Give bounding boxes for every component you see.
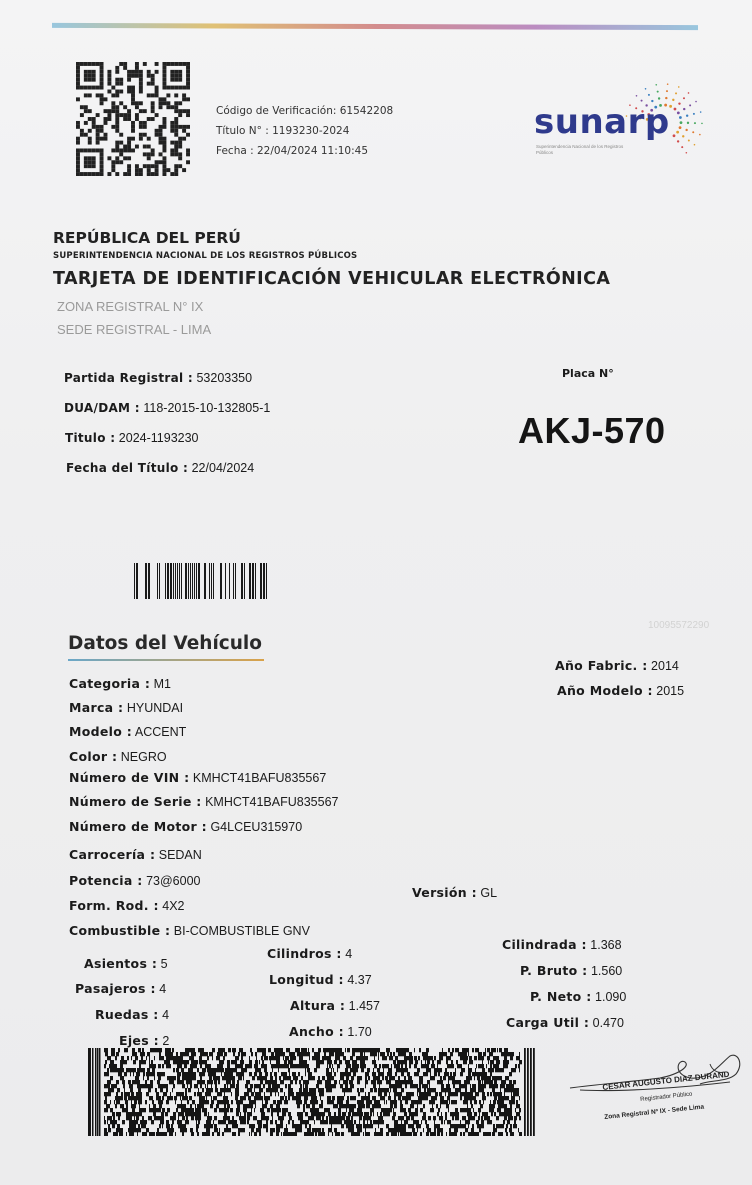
vin-value: KMHCT41BAFU835567 <box>192 771 327 785</box>
ejes-label: Ejes : <box>119 1033 159 1048</box>
vehicle-section-title: Datos del Vehículo <box>68 633 262 654</box>
logo-text: sunarp <box>534 102 670 142</box>
ancho-label: Ancho : <box>289 1024 344 1039</box>
serie-value: KMHCT41BAFU835567 <box>205 795 339 809</box>
pasajeros-label: Pasajeros : <box>75 981 156 996</box>
header-color-line <box>52 23 698 30</box>
partida-value: 53203350 <box>196 371 253 385</box>
fecha-titulo-label: Fecha del Título : <box>66 461 189 475</box>
signature-scribble <box>560 1044 750 1134</box>
pasajeros-value: 4 <box>159 982 167 996</box>
motor-value: G4LCEU315970 <box>210 820 303 834</box>
cilindrada-value: 1.368 <box>590 938 622 952</box>
ruedas-label: Ruedas : <box>95 1007 159 1022</box>
pbruto-value: 1.560 <box>590 964 623 978</box>
carroceria-row <box>69 847 202 862</box>
marca-value: HYUNDAI <box>126 701 184 715</box>
dua-row <box>64 401 270 415</box>
vin-row <box>69 770 326 785</box>
signer-name: CESAR AUGUSTO DIAZ DURAND <box>602 1069 730 1092</box>
ruedas-value: 4 <box>162 1008 170 1022</box>
pneto-value: 1.090 <box>595 990 627 1004</box>
ejes-row <box>119 1033 169 1048</box>
marca-label: Marca : <box>69 700 124 715</box>
serie-label: Número de Serie : <box>69 794 202 809</box>
combustible-label: Combustible : <box>69 923 171 938</box>
section-underline <box>68 659 264 661</box>
serie-row <box>69 794 339 809</box>
office-text: SEDE REGISTRAL - LIMA <box>57 322 212 337</box>
combustible-value: BI-COMBUSTIBLE GNV <box>173 924 310 938</box>
formrod-row <box>69 898 185 913</box>
fecha-titulo-value: 22/04/2024 <box>191 461 255 475</box>
partida-row <box>64 371 252 385</box>
pneto-row <box>530 989 626 1004</box>
registry-zone <box>57 295 211 341</box>
plate-label: Placa N° <box>562 367 614 380</box>
longitud-value: 4.37 <box>347 973 372 987</box>
pbruto-label: P. Bruto : <box>520 963 588 978</box>
qr-code <box>76 62 190 176</box>
anio-fabric-value: 2014 <box>651 659 679 673</box>
carroceria-label: Carrocería : <box>69 847 156 862</box>
sunarp-logo <box>534 66 714 176</box>
formrod-value: 4X2 <box>162 899 185 913</box>
potencia-label: Potencia : <box>69 873 143 888</box>
logo-subtitle: Superintendencia Nacional de los Registros Públicos <box>536 144 624 155</box>
formrod-label: Form. Rod. : <box>69 898 159 913</box>
color-value: NEGRO <box>120 750 167 764</box>
asientos-label: Asientos : <box>84 956 158 971</box>
verification-code: Código de Verificación: 61542208 <box>216 105 394 117</box>
anio-fabric-label: Año Fabric. : <box>555 658 648 673</box>
version-label: Versión : <box>412 885 477 900</box>
longitud-label: Longitud : <box>269 972 344 987</box>
verification-date: Fecha : 22/04/2024 11:10:45 <box>216 145 369 157</box>
pdf417-barcode <box>88 1048 536 1136</box>
color-label: Color : <box>69 749 118 764</box>
anio-modelo-value: 2015 <box>656 684 685 698</box>
fecha-titulo-row <box>66 461 254 475</box>
potencia-row <box>69 873 200 888</box>
asientos-row <box>84 956 168 971</box>
motor-row <box>69 819 302 834</box>
faint-serial: 10095572290 <box>648 620 710 631</box>
ruedas-row <box>95 1007 169 1022</box>
ancho-row <box>289 1024 372 1039</box>
categoria-value: M1 <box>153 677 171 691</box>
asientos-value: 5 <box>160 957 168 971</box>
verification-block <box>216 101 393 161</box>
marca-row <box>69 700 183 715</box>
pneto-label: P. Neto : <box>530 989 592 1004</box>
cilindros-label: Cilindros : <box>267 946 342 961</box>
titulo-value: 2024-1193230 <box>118 431 199 445</box>
signer-role: Registrador Público <box>640 1091 693 1103</box>
ancho-value: 1.70 <box>347 1025 372 1039</box>
version-row <box>412 885 497 900</box>
cilindrada-label: Cilindrada : <box>502 937 587 952</box>
pbruto-row <box>520 963 622 978</box>
color-row <box>69 749 167 764</box>
dua-value: 118-2015-10-132805-1 <box>143 401 271 415</box>
carroceria-value: SEDAN <box>158 848 202 862</box>
potencia-value: 73@6000 <box>146 874 201 888</box>
document-title: TARJETA DE IDENTIFICACIÓN VEHICULAR ELECTRÓNICA <box>53 269 611 289</box>
anio-modelo-label: Año Modelo : <box>557 683 653 698</box>
republic-heading: REPÚBLICA DEL PERÚ <box>53 229 241 247</box>
cilindrada-row <box>502 937 622 952</box>
version-value: GL <box>480 886 498 900</box>
modelo-row <box>69 724 186 739</box>
altura-label: Altura : <box>290 998 346 1013</box>
ejes-value: 2 <box>162 1034 170 1048</box>
cargautil-label: Carga Util : <box>506 1015 590 1030</box>
cargautil-row <box>506 1015 624 1030</box>
combustible-row <box>69 923 310 938</box>
cilindros-row <box>267 946 352 961</box>
titulo-label: Titulo : <box>65 431 116 445</box>
partida-label: Partida Registral : <box>64 371 193 385</box>
signer-zone: Zona Registral Nº IX - Sede Lima <box>604 1103 705 1121</box>
barcode-small <box>134 563 276 599</box>
longitud-row <box>269 972 372 987</box>
anio-fabric-row <box>555 658 679 673</box>
zone-text: ZONA REGISTRAL N° IX <box>57 299 204 314</box>
titulo-row <box>65 431 199 445</box>
plate-number: AKJ-570 <box>518 410 666 451</box>
vin-label: Número de VIN : <box>69 770 190 785</box>
pasajeros-row <box>75 981 166 996</box>
anio-modelo-row <box>557 683 684 698</box>
altura-value: 1.457 <box>348 999 380 1013</box>
altura-row <box>290 998 380 1013</box>
modelo-value: ACCENT <box>134 725 187 739</box>
cargautil-value: 0.470 <box>592 1016 624 1030</box>
agency-heading: SUPERINTENDENCIA NACIONAL DE LOS REGISTROS PÚBLICOS <box>53 251 358 261</box>
dua-label: DUA/DAM : <box>64 401 140 415</box>
modelo-label: Modelo : <box>69 724 133 739</box>
motor-label: Número de Motor : <box>69 819 207 834</box>
cilindros-value: 4 <box>345 947 353 961</box>
verification-title-number: Título N° : 1193230-2024 <box>216 125 350 137</box>
categoria-label: Categoria : <box>69 676 151 691</box>
categoria-row <box>69 676 171 691</box>
